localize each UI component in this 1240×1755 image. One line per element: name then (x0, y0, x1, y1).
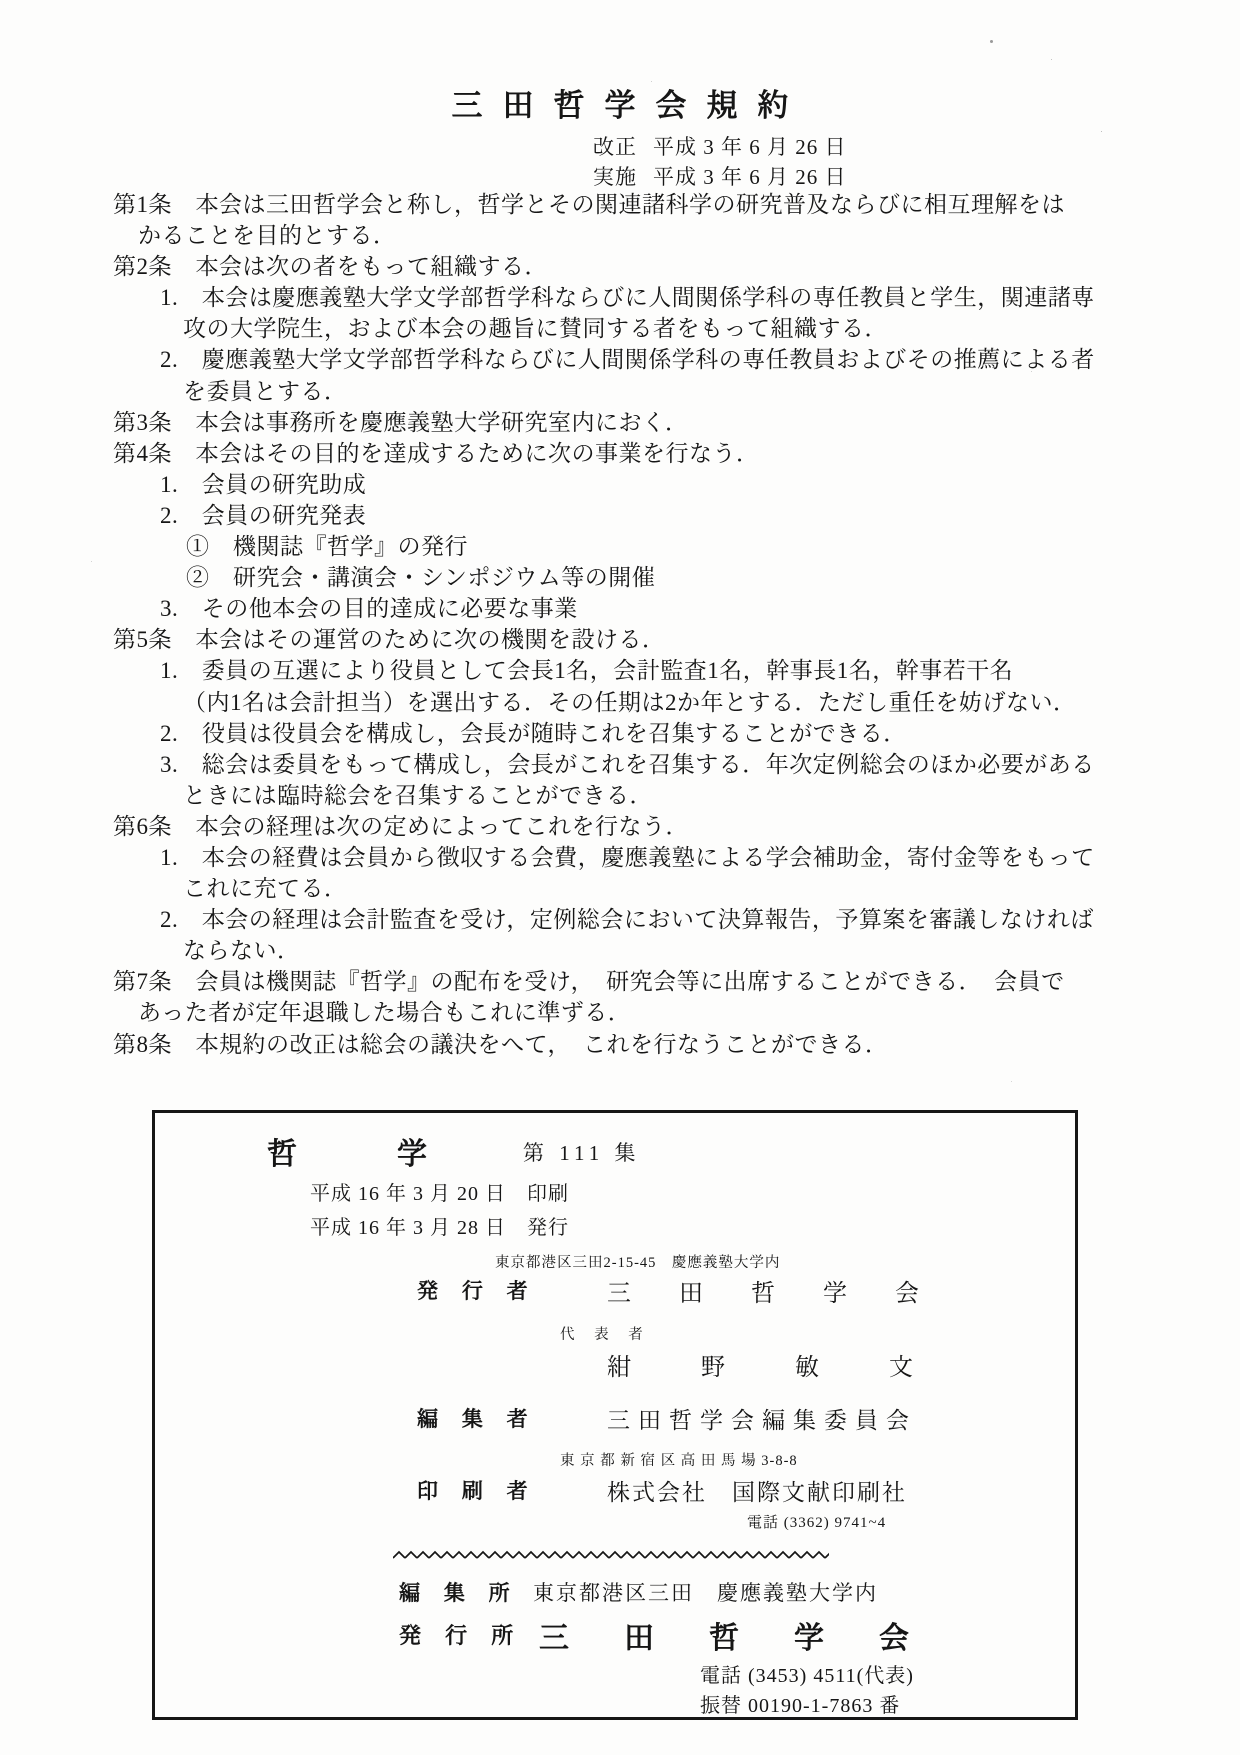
rule-line: 攻の大学院生，および本会の趣旨に賛同する者をもって組織する． (183, 316, 888, 342)
rule-line: ① 機関誌『哲学』の発行 (186, 534, 468, 560)
postal-transfer: 振替 00190-1-7863 番 (700, 1695, 901, 1717)
editor-name: 三田哲学会編集委員会 (607, 1408, 917, 1433)
rule-line: 第8条 本規約の改正は総会の議決をへて， これを行なうことができる． (113, 1031, 889, 1057)
publisher-address: 東京都港区三田2-15-45 慶應義塾大学内 (495, 1255, 781, 1271)
editing-office-value: 東京都港区三田 慶應義塾大学内 (533, 1581, 878, 1605)
enforced-line (593, 163, 847, 193)
rule-line: 2. 会員の研究発表 (160, 502, 367, 528)
rule-line: 1. 会員の研究助成 (160, 471, 367, 497)
rule-line: ② 研究会・講演会・シンポジウム等の開催 (186, 565, 656, 591)
rule-line: 2. 役員は役員会を構成し，会長が随時これを召集することができる． (160, 720, 907, 746)
scan-noise (990, 40, 993, 43)
volume-number: 第 111 集 (523, 1141, 641, 1165)
enforced-label: 実施 (593, 164, 637, 189)
publisher-label: 発 行 者 (417, 1280, 537, 1303)
rule-line: 第3条 本会は事務所を慶應義塾大学研究室内におく． (113, 409, 689, 435)
rule-line: あった者が定年退職した場合もこれに準ずる． (138, 1000, 632, 1026)
rule-line: ときには臨時総会を召集することができる． (183, 782, 653, 808)
representative-label: 代 表 者 (560, 1327, 651, 1343)
journal-title: 哲学 (267, 1138, 527, 1171)
publishing-office-name: 三田哲学会 (539, 1622, 964, 1655)
printer-phone: 電話 (3362) 9741~4 (747, 1515, 887, 1531)
rule-line: 第7条 会員は機関誌『哲学』の配布を受け， 研究会等に出席することができる． 会員で (113, 969, 1065, 995)
publishing-office-label: 発 行 所 (399, 1623, 523, 1648)
bylaws-body (113, 189, 1133, 1060)
rule-line: を委員とする． (183, 378, 348, 404)
editing-office-label: 編 集 所 (399, 1582, 519, 1605)
revised-date: 平成 3 年 6 月 26 日 (653, 135, 847, 159)
rule-line: 第4条 本会はその目的を達成するために次の事業を行なう． (113, 440, 760, 466)
revised-line (593, 133, 847, 163)
rule-line: これに充てる． (183, 876, 348, 902)
rule-line: （内1名は会計担当）を選出する．その任期は2か年とする．ただし重任を妨げない． (183, 689, 1077, 715)
rule-line: かることを目的とする． (138, 223, 397, 249)
rule-line: 第5条 本会はその運営のために次の機関を設ける． (113, 627, 666, 653)
editor-label: 編 集 者 (417, 1408, 537, 1431)
rule-line: 3. 総会は委員をもって構成し，会長がこれを召集する．年次定例総会のほか必要がある (160, 751, 1095, 777)
revised-label: 改正 (593, 135, 637, 159)
printed-date: 平成 16 年 3 月 20 日 印刷 (310, 1183, 569, 1205)
printer-name: 株式会社 国際文献印刷社 (607, 1480, 907, 1505)
rule-line: 3. その他本会の目的達成に必要な事業 (160, 596, 578, 622)
colophon-box (152, 1110, 1078, 1720)
page-title: 三田哲学会規約 (451, 88, 809, 123)
revision-dates (593, 133, 847, 192)
rule-line: 2. 慶應義塾大学文学部哲学科ならびに人間関係学科の専任教員およびその推薦による者 (160, 347, 1095, 373)
rule-line: 第1条 本会は三田哲学会と称し，哲学とその関連諸科学の研究普及ならびに相互理解をは (113, 192, 1065, 217)
rule-line: 1. 委員の互選により役員として会長1名，会計監査1名，幹事長1名，幹事若干名 (160, 658, 1014, 684)
printer-label: 印 刷 者 (417, 1480, 537, 1503)
printer-address: 東 京 都 新 宿 区 高 田 馬 場 3-8-8 (560, 1453, 798, 1469)
zigzag-divider (393, 1547, 829, 1565)
representative-name: 紺野敏文 (607, 1355, 983, 1381)
rule-line: ならない． (183, 938, 301, 964)
office-phone: 電話 (3453) 4511(代表) (700, 1665, 914, 1687)
rule-line: 1. 本会は慶應義塾大学文学部哲学科ならびに人間関係学科の専任教員と学生，関連諸専 (160, 285, 1095, 311)
issued-date: 平成 16 年 3 月 28 日 発行 (310, 1217, 569, 1239)
enforced-date: 平成 3 年 6 月 26 日 (653, 164, 847, 189)
rule-line: 第6条 本会の経理は次の定めによってこれを行なう． (113, 813, 689, 839)
rule-line: 第2条 本会は次の者をもって組織する． (113, 254, 548, 280)
rule-line: 1. 本会の経費は会員から徴収する会費，慶應義塾による学会補助金，寄付金等をもって (160, 844, 1095, 870)
publisher-name: 三田哲学会 (607, 1281, 967, 1307)
rule-line: 2. 本会の経理は会計監査を受け，定例総会において決算報告，予算案を審議しなければ (160, 907, 1094, 933)
